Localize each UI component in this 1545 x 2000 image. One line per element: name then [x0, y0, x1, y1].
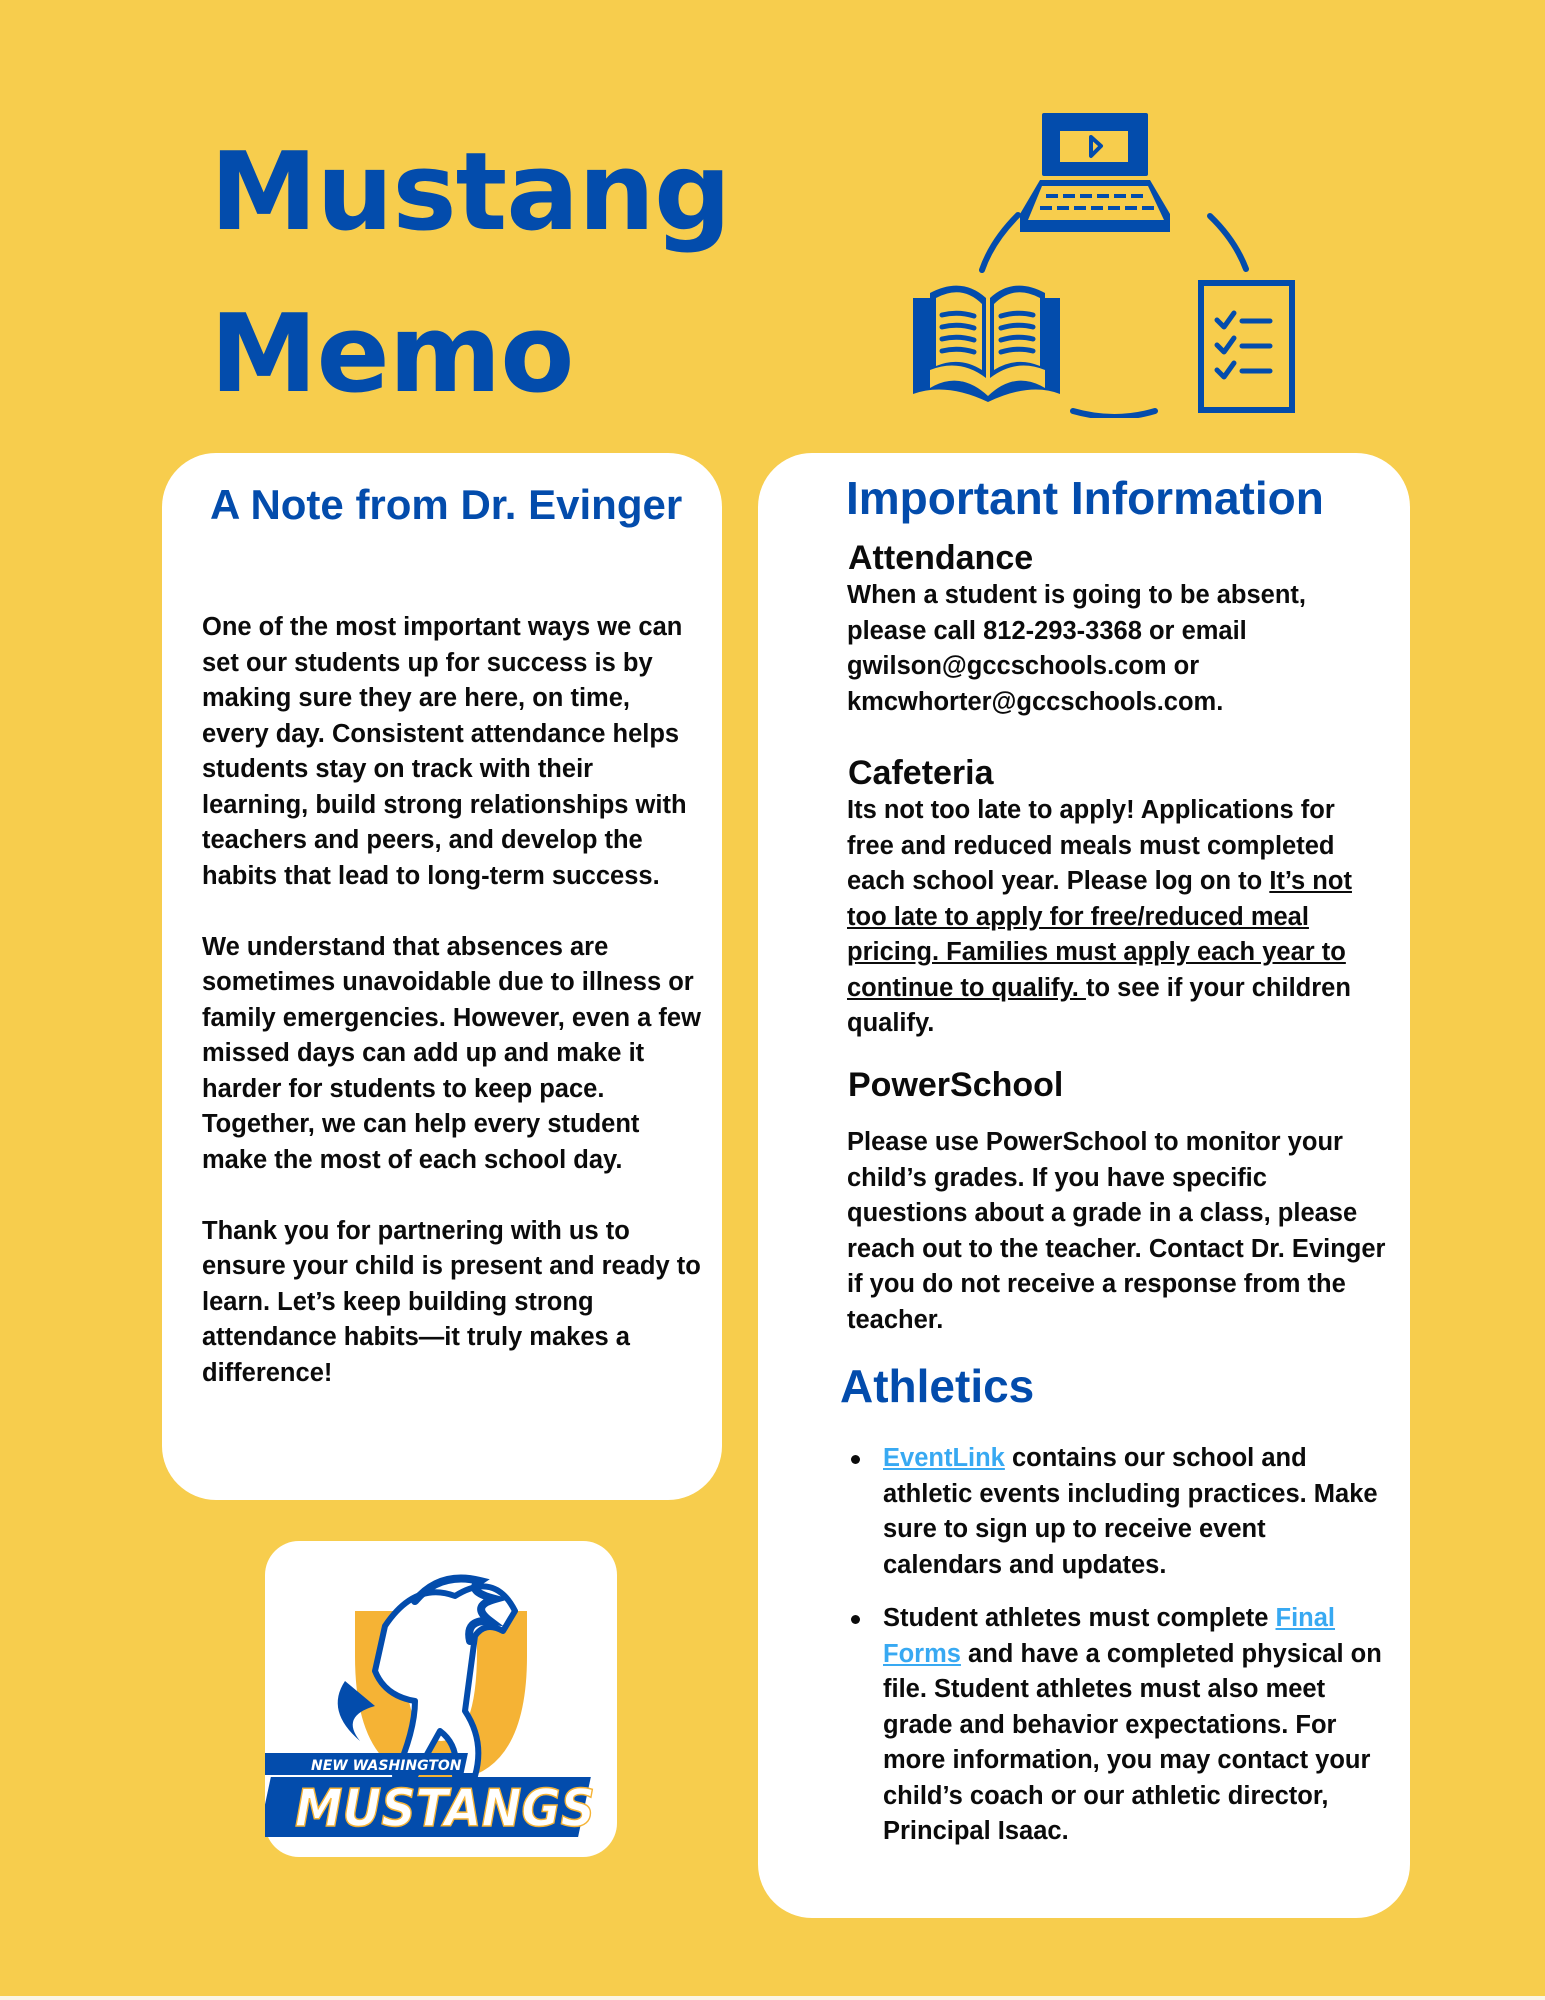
bullet-icon — [851, 1615, 860, 1624]
note-paragraph: Thank you for partnering with us to ensure your child is present and ready to learn. Let’s keep building strong attendance habits—it truly makes a difference! — [202, 1216, 701, 1387]
principal-note-card — [162, 453, 722, 1500]
athletics-list-item — [847, 1441, 1387, 1583]
athletics-list — [847, 1441, 1387, 1868]
page-bottom-edge — [0, 1996, 1545, 2000]
attendance-heading: Attendance — [848, 539, 1034, 577]
open-book-icon — [913, 286, 1060, 402]
eventlink-link[interactable]: EventLink — [883, 1444, 1005, 1472]
note-heading: A Note from Dr. Evinger — [210, 481, 683, 528]
cafeteria-text — [847, 793, 1387, 1042]
athletics-item-text: contains our school and athletic events including practices. Make sure to sign up to receive event calendars and updates. — [883, 1444, 1378, 1579]
powerschool-text: Please use PowerSchool to monitor your child’s grades. If you have specific questions about a grade in a class, please reach out to the teacher. Contact Dr. Evinger if you do not receive a response from the teacher. — [847, 1128, 1386, 1334]
cafeteria-heading: Cafeteria — [848, 754, 994, 792]
checklist-icon — [1201, 283, 1292, 410]
cafeteria-text-after: to see if your children qualify. — [847, 973, 1351, 1037]
note-paragraph: We understand that absences are sometimes unavoidable due to illness or family emergencies. However, even a few missed days can add up and make it harder for students to keep pace. Together, we can help every student make the most of each school day. — [202, 932, 701, 1174]
mustang-horse-logo-icon — [265, 1541, 617, 1857]
final-forms-link[interactable]: Final Forms — [883, 1604, 1336, 1668]
attendance-text: When a student is going to be absent, please call 812-293-3368 or email gwilson@gccschools.com or kmcwhorter@gccschools.com. — [847, 581, 1307, 716]
info-heading: Important Information — [846, 472, 1324, 524]
note-paragraph: One of the most important ways we can set our students up for success is by making sure they are here, on time, every day. Consistent attendance helps students stay on track with their learning, build strong relationships with teachers and peers, and develop the habits that lead to long-term success. — [202, 613, 687, 890]
athletics-item-text-before: Student athletes must complete — [883, 1604, 1276, 1632]
logo-top-text: NEW WASHINGTON — [311, 1758, 462, 1774]
important-info-card — [758, 453, 1410, 1918]
meal-application-link[interactable]: It’s not too late to apply for free/reduced meal pricing. Families must apply each year to continue to qualify. — [847, 867, 1352, 1002]
athletics-heading: Athletics — [840, 1360, 1035, 1412]
school-logo-card — [265, 1541, 617, 1857]
title-line-1: Mustang — [210, 130, 731, 255]
laptop-play-icon — [1020, 113, 1170, 232]
athletics-item-text: and have a completed physical on file. Student athletes must also meet grade and behavior expectations. For more information, you may contact your child’s coach or our athletic director, Principal Isaac. — [883, 1639, 1382, 1845]
page-title — [210, 112, 730, 436]
learning-cycle-illustration — [880, 108, 1300, 418]
athletics-list-item — [847, 1601, 1387, 1850]
powerschool-heading: PowerSchool — [848, 1066, 1064, 1104]
cafeteria-text-before: Its not too late to apply! Applications for free and reduced meals must completed each school year. Please log on to — [847, 796, 1335, 895]
title-line-2: Memo — [210, 292, 574, 417]
note-body — [202, 610, 702, 1427]
logo-main-text: MUSTANGS — [295, 1779, 595, 1839]
bullet-icon — [851, 1455, 860, 1464]
